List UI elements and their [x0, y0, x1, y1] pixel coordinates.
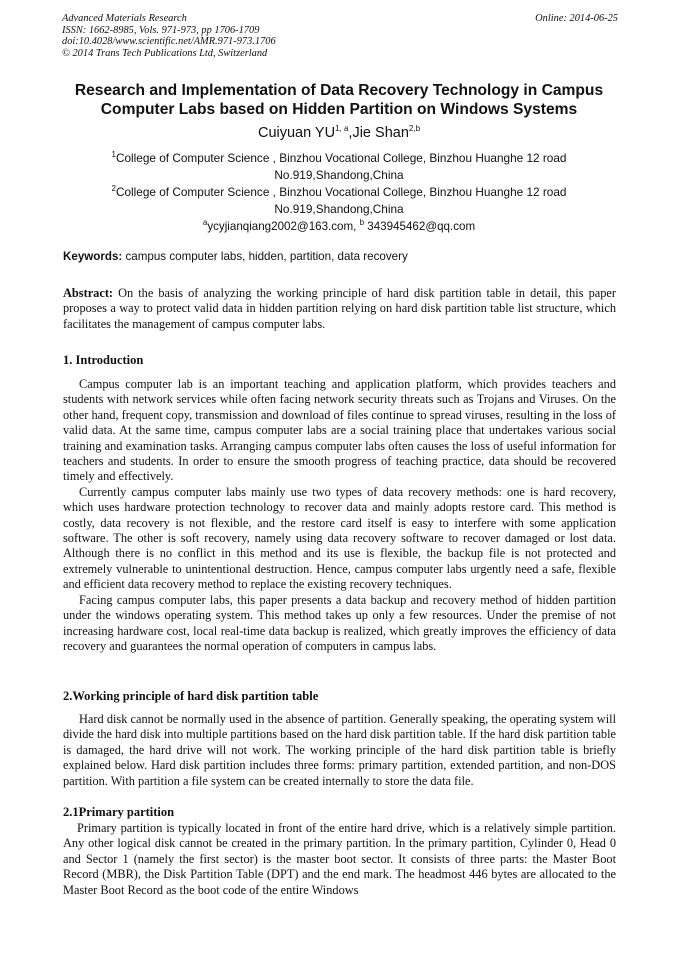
- online-date: Online: 2014-06-25: [535, 13, 618, 24]
- paragraph: Currently campus computer labs mainly use two types of data recovery methods: one is hard recovery, which uses hardware protection technology to recover data and mainly adopts restore card. This method is costly, data recovery is not flexible, and the restore card itself is easy to interfere with some application software. The other is soft recovery, namely using data recovery software to recover damaged or lost data. Although there is no conflict in this method and its use is flexible, the backup file is not protected and extremely vulnerable to unintentional destruction. Hence, campus computer labs urgently need a safe, flexible and efficient data recovery method to replace the existing recovery techniques.: [63, 484, 616, 592]
- section-heading: 1. Introduction: [63, 353, 144, 367]
- abstract-label: Abstract:: [63, 286, 114, 300]
- affiliation-1: [70, 150, 608, 183]
- subsection-heading: 2.1Primary partition: [63, 805, 175, 819]
- subsection-primary-partition: [63, 821, 616, 898]
- abstract: [63, 286, 616, 332]
- affiliation-line: No.919,Shandong,China: [274, 167, 404, 182]
- journal-header: [62, 13, 618, 59]
- title-line-2: Computer Labs based on Hidden Partition on Windows Systems: [100, 100, 578, 118]
- paragraph: Hard disk cannot be normally used in the absence of partition. Generally speaking, the operating system will divide the hard disk into multiple partitions based on the hard disk partition table. If the hard disk partition table is damaged, the hard drive will not work. The working principle of the hard disk partition table is briefly explained below. Hard disk partition includes three forms: primary partition, extended partition, and non-DOS partition. With partition a file system can be created internally to store the data file.: [63, 712, 616, 788]
- title-line-1: Research and Implementation of Data Recovery Technology in Campus: [74, 82, 604, 99]
- author-affiliation-mark: 2,b: [408, 124, 421, 134]
- section-introduction: [63, 377, 616, 654]
- section-heading: 2.Working principle of hard disk partition table: [63, 689, 319, 703]
- keywords-label: Keywords:: [63, 250, 123, 263]
- affiliation-line: College of Computer Science , Binzhou Vocational College, Binzhou Huanghe 12 road: [115, 185, 567, 199]
- section-working-principle: [63, 712, 616, 789]
- author-list: [40, 125, 638, 142]
- abstract-text: On the basis of analyzing the working principle of hard disk partition table in detail, this paper proposes a way to protect valid data in hidden partition relying on hard disk partition table list structure, which facilitates the management of campus computer labs.: [63, 286, 616, 331]
- keywords: [63, 250, 618, 264]
- doi: doi:10.4028/www.scientific.net/AMR.971-973.1706: [62, 36, 276, 47]
- journal-name: Advanced Materials Research: [62, 13, 187, 24]
- affiliation-number: 2: [111, 184, 116, 194]
- author-name: Cuiyuan YU: [257, 125, 336, 141]
- affiliation-2: [70, 184, 608, 217]
- email-mark: b: [359, 218, 365, 228]
- author-name: Jie Shan: [352, 125, 409, 141]
- keywords-text: campus computer labs, hidden, partition, data recovery: [122, 250, 408, 263]
- paragraph: Primary partition is typically located in front of the entire hard drive, which is a relatively simple partition. Any other logical disk cannot be created in the primary partition. In the primary partition, Cylinder 0, Head 0 and Sector 1 (namely the first sector) is the master boot sector. It consists of three parts: the Master Boot Record (MBR), the Disk Partition Table (DPT) and the end mark. The headmost 446 bytes are allocated to the Master Boot Record as the boot code of the entire Windows: [63, 821, 616, 897]
- paper-title: [40, 82, 638, 119]
- paragraph: Campus computer lab is an important teaching and application platform, which provides teachers and students with network services while often facing network security threats such as Trojans and Viruses. On the other hand, frequent copy, transmission and download of files continue to spread viruses, resulting in the loss of valid data. At the same time, campus computer labs are a social training place that undertakes various social training and examination tasks. Arranging campus computer labs often causes the loss of useful information for teachers and students. In order to ensure the smooth progress of teaching practice, data should be recovered timely and effectively.: [63, 377, 616, 484]
- copyright: © 2014 Trans Tech Publications Ltd, Switzerland: [62, 47, 268, 59]
- author-affiliation-mark: 1, a: [335, 124, 349, 134]
- issn: ISSN: 1662-8985, Vols. 971-973, pp 1706-1709: [62, 24, 260, 36]
- email-link[interactable]: 343945462@qq.com: [364, 220, 476, 233]
- author-emails: [40, 220, 638, 234]
- affiliation-line: No.919,Shandong,China: [274, 201, 404, 216]
- author-separator: ,: [348, 125, 353, 141]
- affiliation-line: College of Computer Science , Binzhou Vocational College, Binzhou Huanghe 12 road: [115, 151, 567, 165]
- paragraph: Facing campus computer labs, this paper presents a data backup and recovery method of hidden partition under the windows operating system. This method takes up only a few resources. Under the premise of not increasing hardware cost, local real-time data backup is realized, which greatly improves the efficiency of data recovery and guarantees the normal operation of computers in campus labs.: [63, 592, 616, 653]
- affiliation-number: 1: [111, 150, 116, 160]
- email-mark: a: [202, 218, 208, 228]
- email-link[interactable]: ycyjianqiang2002@163.com,: [207, 220, 360, 233]
